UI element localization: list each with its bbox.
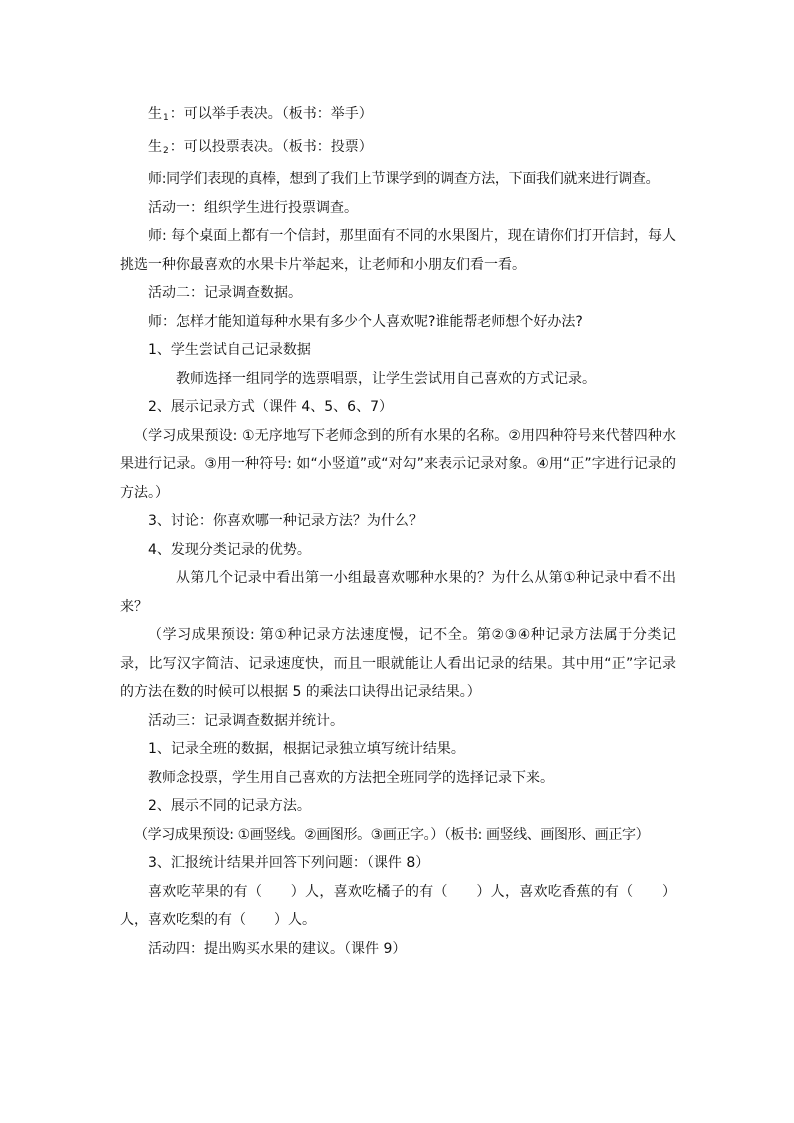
paragraph-activity-2: 活动二：记录调查数据。 [148, 285, 302, 301]
paragraph-step-4: 4、发现分类记录的优势。 [148, 541, 311, 558]
paragraph-fill-blanks: 喜欢吃苹果的有（ ）人，喜欢吃橘子的有（ ）人，喜欢吃香蕉的有（ ）人，喜欢吃梨的有（ ）人。 [120, 883, 676, 928]
paragraph-student-2 [120, 133, 676, 166]
speaker-label: 生 [148, 138, 162, 155]
paragraph-activity-4: 活动四：提出购买水果的建议。（课件 9） [148, 940, 407, 957]
paragraph-outcome-3: （学习成果预设: ①画竖线。②画图形。③画正字。）（板书: 画竖线、画图形、画正字） [134, 826, 650, 843]
paragraph-teacher-voting: 教师选择一组同学的选票唱票，让学生尝试用自己喜欢的方式记录。 [176, 370, 596, 387]
speaker-subscript: 1 [163, 113, 169, 123]
paragraph-outcome-2: （学习成果预设: 第①种记录方法速度慢，记不全。第②③④种记录方法属于分类记录，比写汉字简洁、记录速度快，而且一眼就能让人看出记录的结果。其中用“正”字记录的方法在数的时候可以根据 5 的乘法口诀得出记录结果。） [120, 627, 676, 700]
paragraph-teacher-praise: 师:同学们表现的真棒，想到了我们上节课学到的调查方法，下面我们就来进行调查。 [148, 171, 660, 187]
document-body [120, 100, 676, 963]
paragraph-which-record: 从第几个记录中看出第一小组最喜欢哪种水果的？为什么从第①种记录中看不出来？ [120, 570, 676, 615]
paragraph-step-2: 2、展示记录方式（课件 4、5、6、7） [148, 399, 393, 415]
paragraph-text: ：可以投票表决。（板书：投票） [169, 138, 373, 155]
paragraph-teacher-envelope: 师: 每个桌面上都有一个信封，那里面有不同的水果图片，现在请你们打开信封，每人挑选一种你最喜欢的水果卡片举起来，让老师和小朋友们看一看。 [120, 228, 676, 273]
paragraph-student-1 [120, 100, 676, 133]
paragraph-step-3-1: 1、记录全班的数据，根据记录独立填写统计结果。 [148, 741, 465, 757]
paragraph-activity-3: 活动三：记录调查数据并统计。 [148, 712, 344, 729]
paragraph-teacher-question: 师：怎样才能知道每种水果有多少个人喜欢呢?谁能帮老师想个好办法? [148, 313, 583, 330]
paragraph-teacher-reads: 教师念投票，学生用自己喜欢的方法把全班同学的选择记录下来。 [148, 769, 554, 786]
paragraph-activity-1: 活动一：组织学生进行投票调查。 [148, 199, 358, 216]
paragraph-text: ：可以举手表决。（板书：举手） [169, 106, 373, 122]
paragraph-step-3-2: 2、展示不同的记录方法。 [148, 798, 311, 814]
paragraph-step-3-3: 3、汇报统计结果并回答下列问题：（课件 8） [148, 855, 430, 871]
speaker-label: 生 [148, 106, 162, 122]
paragraph-outcome-1: （学习成果预设: ①无序地写下老师念到的所有水果的名称。②用四种符号来代替四种水果进行记录。③用一种符号: 如“小竖道”或“对勾”来表示记录对象。④用“正”字进行记录的方法。） [120, 427, 676, 501]
paragraph-step-1: 1、学生尝试自己记录数据 [148, 342, 311, 358]
paragraph-step-3: 3、讨论：你喜欢哪一种记录方法？为什么？ [148, 513, 423, 529]
speaker-subscript: 2 [163, 145, 169, 156]
